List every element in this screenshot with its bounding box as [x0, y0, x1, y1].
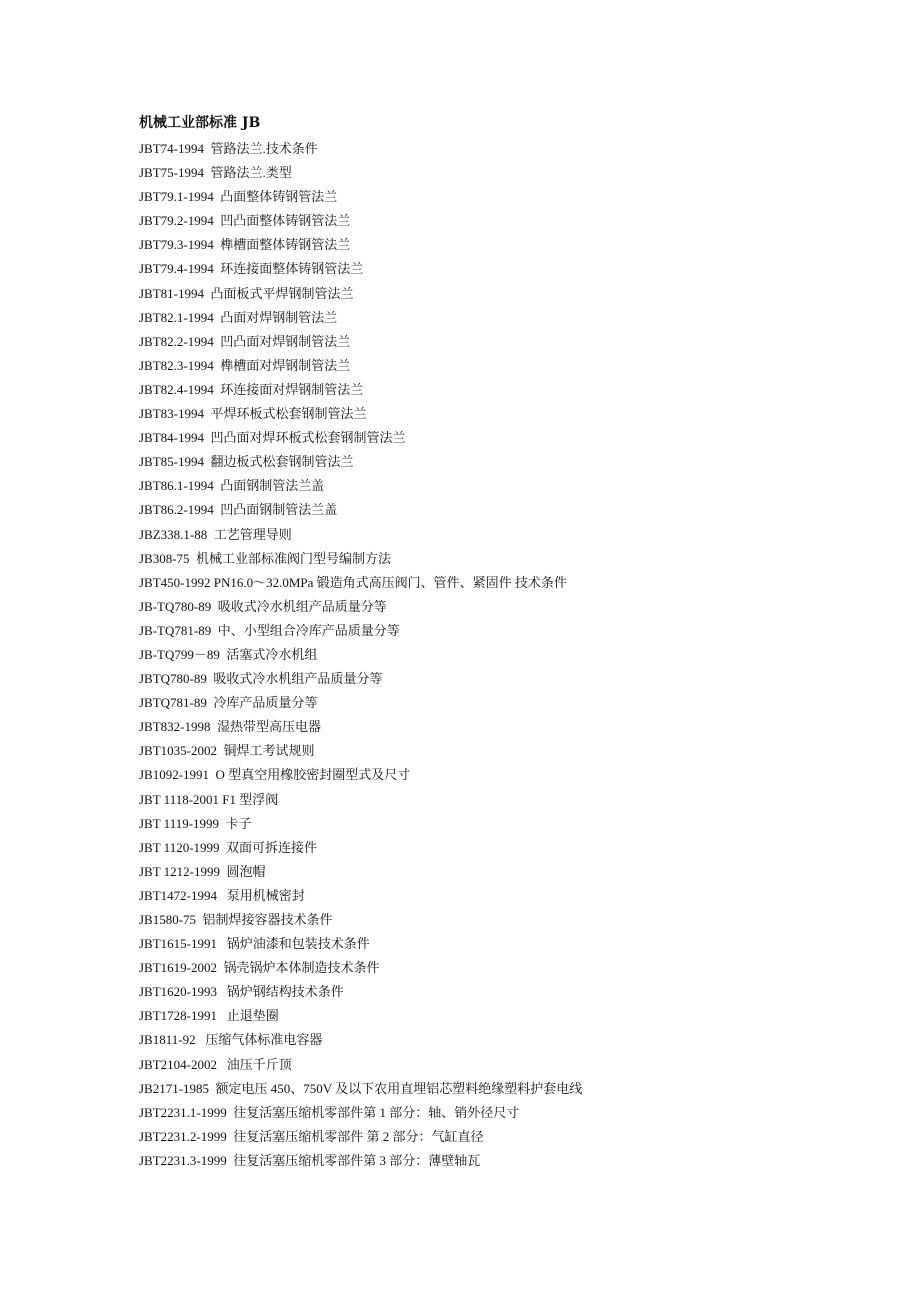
standard-item: JBT1728-1991 止退垫圈: [139, 1008, 279, 1024]
standard-item: JB-TQ781-89 中、小型组合冷库产品质量分等: [139, 622, 400, 638]
standard-item: JBT450-1992 PN16.0～32.0MPa 锻造角式高压阀门、管件、紧固件 技术条件: [139, 574, 567, 590]
standard-item: JBT81-1994 凸面板式平焊钢制管法兰: [139, 285, 354, 301]
standard-item: JBT2104-2002 油压千斤顶: [139, 1056, 292, 1072]
standard-item: JBT1472-1994 泵用机械密封: [139, 887, 305, 903]
standard-item: JBT 1118-2001 F1 型浮阀: [139, 791, 279, 807]
standard-item: JBT2231.1-1999 往复活塞压缩机零部件第 1 部分：轴、销外径尺寸: [139, 1104, 520, 1120]
standard-item: JBTQ781-89 冷库产品质量分等: [139, 695, 318, 711]
standard-item: JBT1620-1993 锅炉钢结构技术条件: [139, 984, 344, 1000]
standard-item: JBZ338.1-88 工艺管理导则: [139, 526, 292, 542]
standard-item: JBT79.1-1994 凸面整体铸钢管法兰: [139, 189, 338, 205]
standard-item: JBT84-1994 凹凸面对焊环板式松套钢制管法兰: [139, 430, 406, 446]
standard-item: JBTQ780-89 吸收式冷水机组产品质量分等: [139, 671, 383, 687]
standard-item: JB-TQ780-89 吸收式冷水机组产品质量分等: [139, 598, 387, 614]
standard-item: JBT79.2-1994 凹凸面整体铸钢管法兰: [139, 213, 351, 229]
standard-item: JBT85-1994 翻边板式松套钢制管法兰: [139, 454, 354, 470]
standard-item: JBT 1212-1999 圆泡帽: [139, 863, 266, 879]
document-content: [139, 113, 859, 1173]
standard-item: JB308-75 机械工业部标准阀门型号编制方法: [139, 550, 392, 566]
standard-item: JBT2231.2-1999 往复活塞压缩机零部件 第 2 部分：气缸直径: [139, 1128, 484, 1144]
standards-list: [139, 137, 859, 1173]
standard-item: JB2171-1985 额定电压 450、750V 及以下农用直埋铝芯塑料绝缘塑料护套电线: [139, 1080, 583, 1096]
standard-item: JB-TQ799－89 活塞式冷水机组: [139, 646, 318, 662]
standard-item: JBT86.1-1994 凸面钢制管法兰盖: [139, 478, 325, 494]
standard-item: JBT75-1994 管路法兰.类型: [139, 165, 292, 181]
standard-item: JBT86.2-1994 凹凸面钢制管法兰盖: [139, 502, 338, 518]
standard-item: JBT1615-1991 锅炉油漆和包装技术条件: [139, 936, 370, 952]
standard-item: JBT832-1998 湿热带型高压电器: [139, 719, 322, 735]
standard-item: JB1580-75 铝制焊接容器技术条件: [139, 912, 333, 927]
document-title: 机械工业部标准 JB: [139, 115, 261, 131]
standard-item: JBT2231.3-1999 往复活塞压缩机零部件第 3 部分：薄壁轴瓦: [139, 1152, 481, 1168]
standard-item: JBT79.4-1994 环连接面整体铸钢管法兰: [139, 261, 364, 277]
standard-item: JBT 1119-1999 卡子: [139, 815, 252, 831]
standard-item: JB1092-1991 O 型真空用橡胶密封圈型式及尺寸: [139, 767, 411, 783]
standard-item: JBT82.3-1994 榫槽面对焊钢制管法兰: [139, 357, 351, 373]
standard-item: JBT83-1994 平焊环板式松套钢制管法兰: [139, 406, 367, 422]
standard-item: JBT 1120-1999 双面可拆连接件: [139, 839, 318, 855]
standard-item: JBT1619-2002 锅壳锅炉本体制造技术条件: [139, 960, 380, 976]
standard-item: JB1811-92 压缩气体标准电容器: [139, 1032, 323, 1048]
standard-item: JBT82.1-1994 凸面对焊钢制管法兰: [139, 309, 338, 325]
standard-item: JBT79.3-1994 榫槽面整体铸钢管法兰: [139, 237, 351, 253]
standard-item: JBT82.2-1994 凹凸面对焊钢制管法兰: [139, 333, 351, 349]
standard-item: JBT1035-2002 铜焊工考试规则: [139, 743, 315, 759]
standard-item: JBT74-1994 管路法兰.技术条件: [139, 141, 318, 156]
standard-item: JBT82.4-1994 环连接面对焊钢制管法兰: [139, 381, 364, 397]
